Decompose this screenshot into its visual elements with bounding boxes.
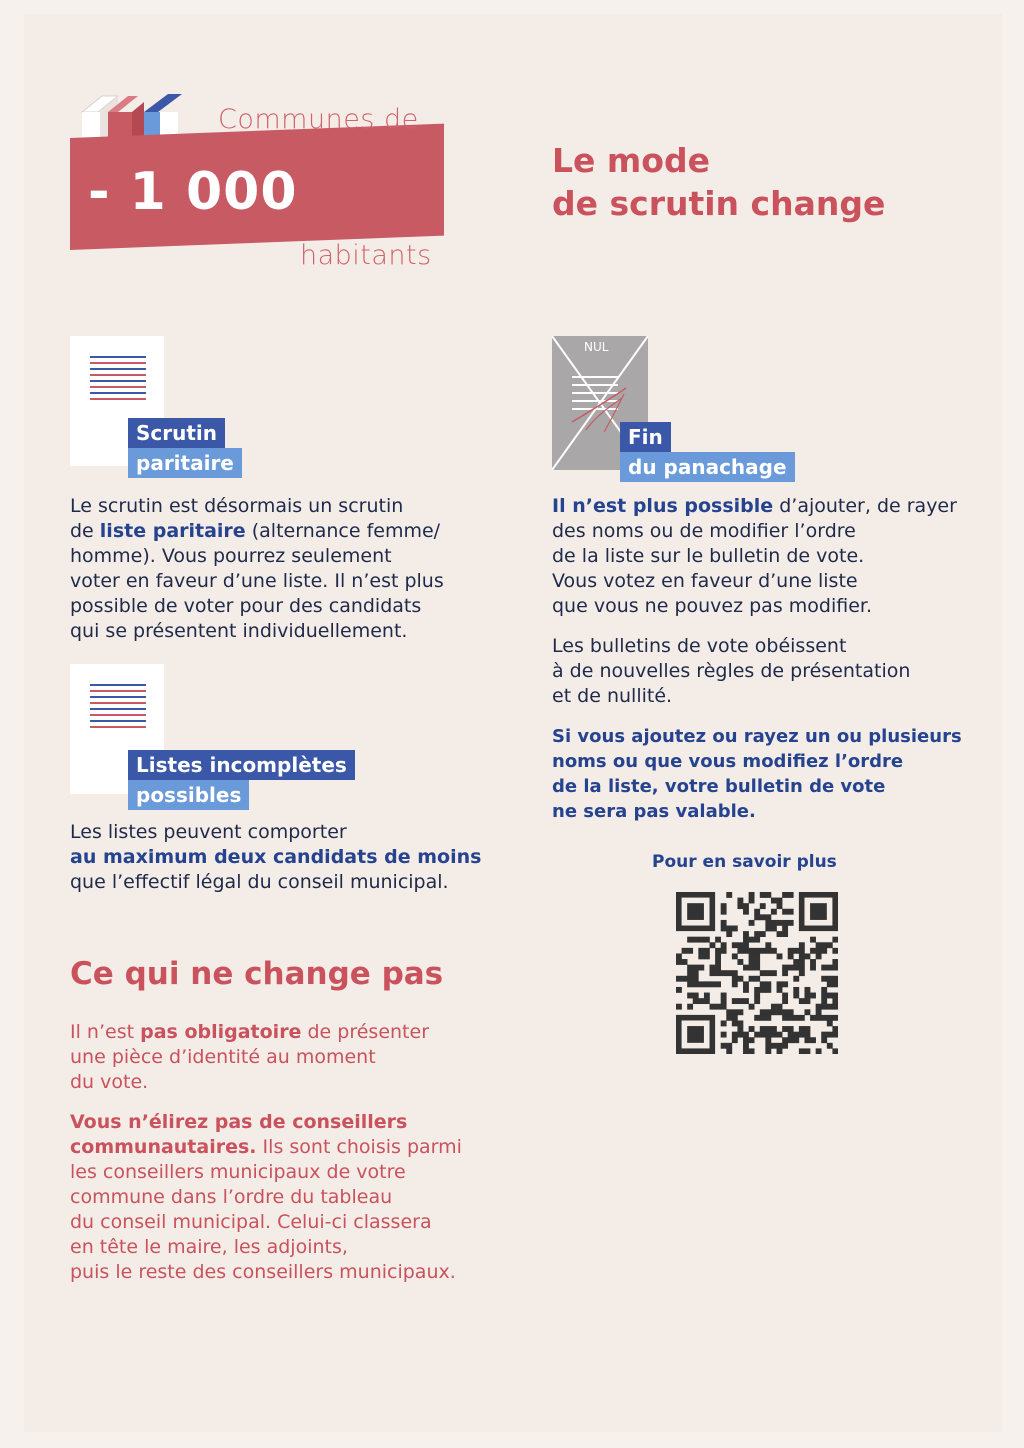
more-info-label: Pour en savoir plus [652, 852, 837, 872]
paragraph-bulletin-non-valable: Si vous ajoutez ou rayez un ou plusieurs noms ou que vous modifiez l’ordre de la liste, votre bulletin de vote ne sera pas valable. [552, 726, 962, 822]
tag-fin: Fin [620, 422, 671, 452]
paragraph-regles-nullite: Les bulletins de vote obéissent à de nouvelles règles de présentation et de nullité. [552, 635, 911, 707]
main-title [552, 140, 885, 226]
main-title-line-2: de scrutin change [552, 183, 886, 223]
paragraph-listes-incompletes: Les listes peuvent comporter au maximum deux candidats de moins que l’effectif légal du conseil municipal. [70, 821, 482, 893]
paragraph-conseillers-communautaires: Vous n’élirez pas de conseillers communautaires. Ils sont choisis parmi les conseillers municipaux de votre commune dans l’ordre du tableau du conseil municipal. Celui-ci classera en tête le maire, les adjoints, puis le reste des conseillers municipaux. [70, 1111, 462, 1283]
tag-possibles: possibles [128, 780, 249, 810]
paragraph-fin-panachage: Il n’est plus possible d’ajouter, de rayer des noms ou de modifier l’ordre de la liste sur le bulletin de vote. Vous votez en faveur d’une liste que vous ne pouvez pas modifier. [552, 495, 957, 617]
paragraph-scrutin-paritaire: Le scrutin est désormais un scrutin de liste paritaire (alternance femme/ homme). Vous pourrez seulement voter en faveur d’une liste. Il n’est plus possible de voter pour des candidats qui se présentent individuellement. [70, 495, 444, 642]
header-line-1: Communes de [218, 104, 419, 135]
qr-code-icon[interactable] [676, 892, 838, 1054]
tag-du-panachage: du panachage [620, 452, 795, 482]
tag-paritaire: paritaire [128, 448, 242, 478]
main-title-line-1: Le mode [552, 141, 710, 180]
ballot-nul-label: NUL [584, 340, 609, 354]
tag-scrutin: Scrutin [128, 418, 225, 448]
paragraph-piece-identite: Il n’est pas obligatoire de présenter une pièce d’identité au moment du vote. [70, 1021, 430, 1093]
header-big-number: - 1 000 [88, 162, 298, 222]
header-line-3: habitants [300, 240, 432, 271]
section-title-ce-qui-ne-change-pas: Ce qui ne change pas [70, 956, 444, 992]
tag-listes-incompletes: Listes incomplètes [128, 750, 355, 780]
